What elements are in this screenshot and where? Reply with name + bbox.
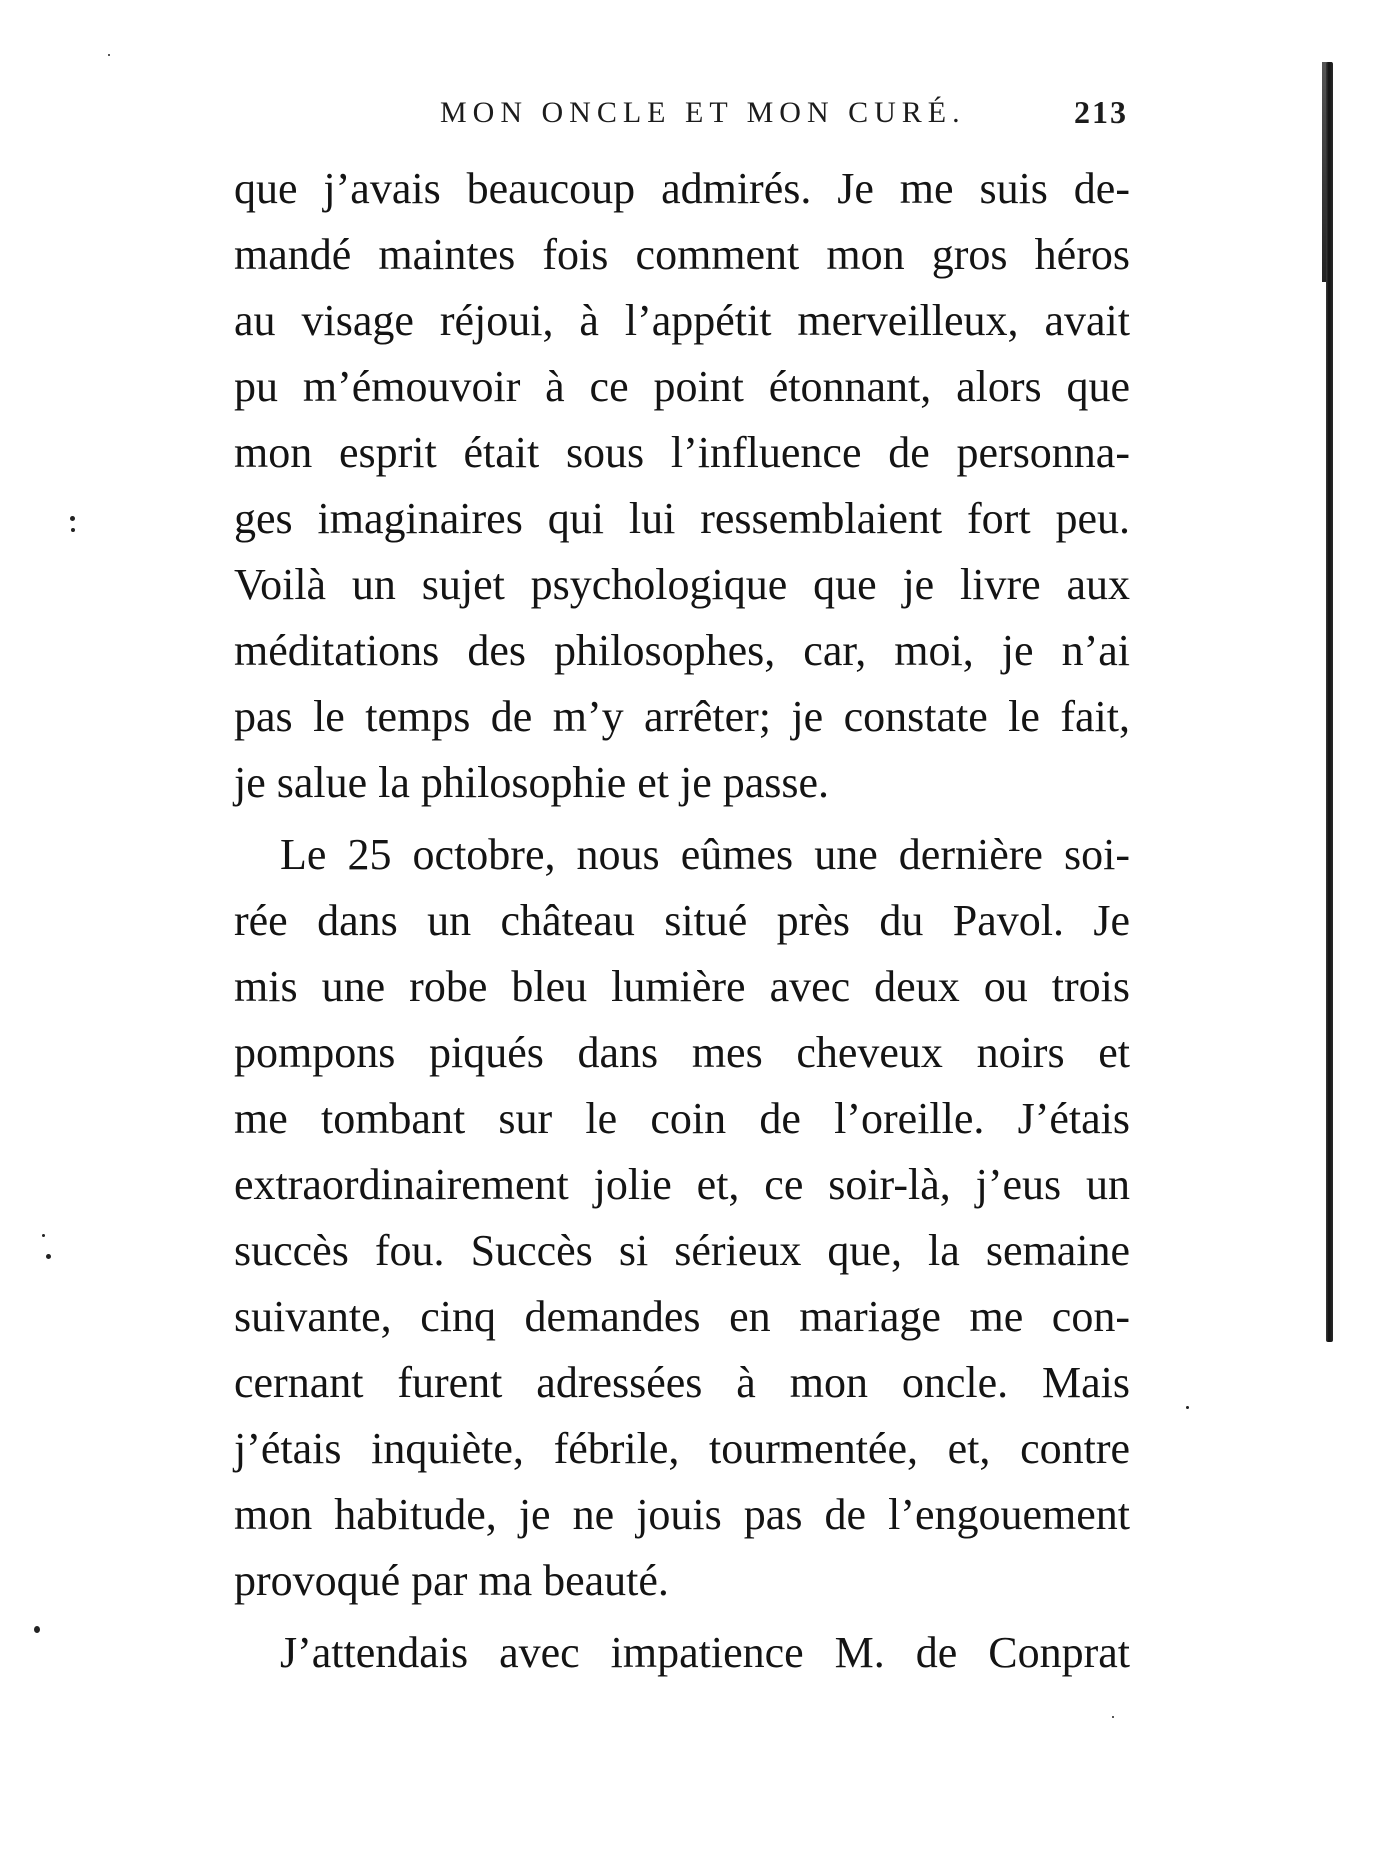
scan-speck [71, 528, 75, 532]
text-line: succès fou. Succès si sérieux que, la semaine [234, 1226, 1130, 1275]
text-line: au visage réjoui, à l’appétit merveilleux, avait [234, 296, 1130, 345]
text-line: je salue la philosophie et je passe. [234, 758, 830, 807]
text-line: Voilà un sujet psychologique que je livre aux [234, 560, 1130, 609]
running-title: MON ONCLE ET MON CURÉ. [440, 96, 966, 129]
scan-speck [1186, 1406, 1189, 1409]
text-line: ges imaginaires qui lui ressemblaient fort peu. [234, 494, 1130, 543]
text-line: que j’avais beaucoup admirés. Je me suis de- [234, 164, 1130, 213]
text-line: Le 25 octobre, nous eûmes une dernière soi- [280, 830, 1130, 879]
scan-speck [108, 54, 110, 56]
text-line: rée dans un château situé près du Pavol. Je [234, 896, 1130, 945]
body-text [234, 156, 1130, 1686]
text-line: provoqué par ma beauté. [234, 1556, 669, 1605]
text-line: extraordinairement jolie et, ce soir-là, j’eus un [234, 1160, 1130, 1209]
text-line: cernant furent adressées à mon oncle. Mais [234, 1358, 1130, 1407]
text-line: méditations des philosophes, car, moi, je n’ai [234, 626, 1130, 675]
scan-speck [70, 516, 75, 521]
text-line: mis une robe bleu lumière avec deux ou trois [234, 962, 1130, 1011]
page-number: 213 [1074, 94, 1128, 130]
scan-speck [34, 1626, 40, 1633]
scan-speck [42, 1234, 45, 1237]
scan-speck [46, 1254, 51, 1259]
text-line: mandé maintes fois comment mon gros héros [234, 230, 1130, 279]
text-line: mon habitude, je ne jouis pas de l’engouement [234, 1490, 1130, 1539]
text-line: j’étais inquiète, fébrile, tourmentée, et, contre [234, 1424, 1130, 1473]
text-line: pu m’émouvoir à ce point étonnant, alors que [234, 362, 1130, 411]
text-line: J’attendais avec impatience M. de Conprat [280, 1628, 1130, 1677]
text-line: pompons piqués dans mes cheveux noirs et [234, 1028, 1130, 1077]
text-line: pas le temps de m’y arrêter; je constate le fait, [234, 692, 1130, 741]
text-line: suivante, cinq demandes en mariage me con- [234, 1292, 1130, 1341]
text-line: me tombant sur le coin de l’oreille. J’étais [234, 1094, 1130, 1143]
page-edge-shadow [1326, 62, 1333, 1342]
text-line: mon esprit était sous l’influence de personna- [234, 428, 1130, 477]
scan-speck [1112, 1716, 1114, 1718]
